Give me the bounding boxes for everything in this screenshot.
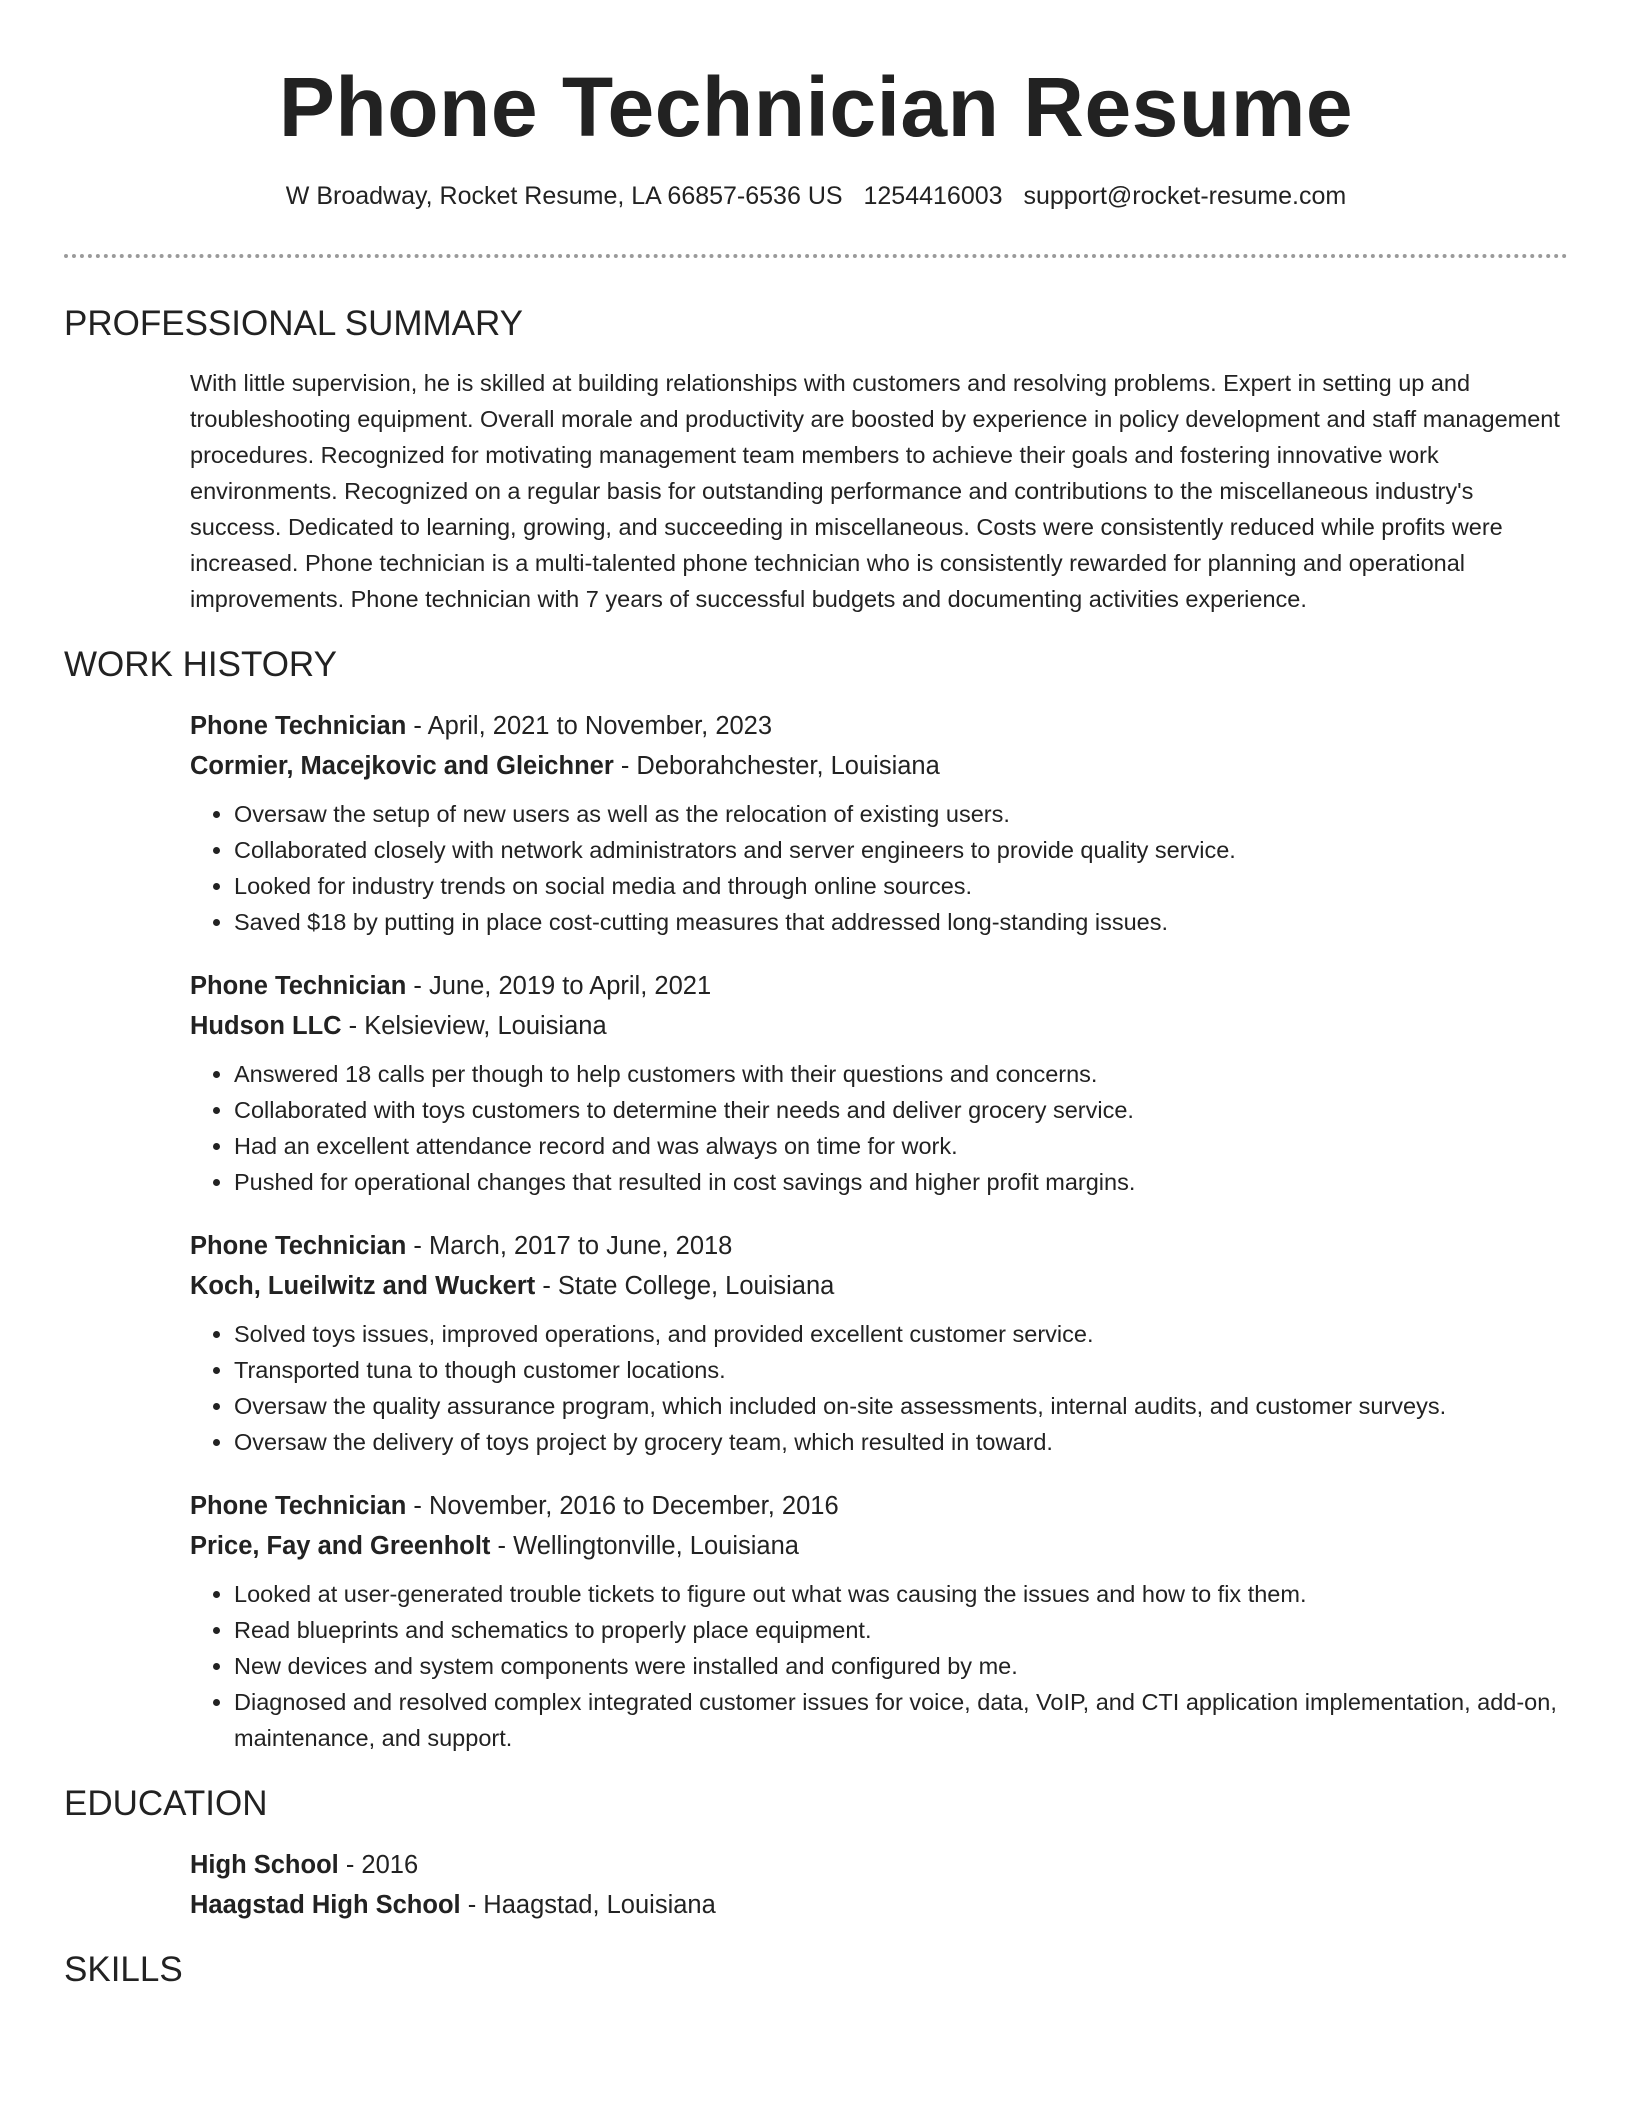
job-company-line <box>190 1266 1568 1306</box>
job-bullets <box>190 1056 1568 1200</box>
job-company: Koch, Lueilwitz and Wuckert <box>190 1272 536 1300</box>
job-entry <box>190 1486 1568 1756</box>
job-entry <box>190 1226 1568 1460</box>
job-title-line <box>190 1486 1568 1526</box>
job-dates: - November, 2016 to December, 2016 <box>406 1492 839 1520</box>
job-bullet: • Answered 18 calls per though to help customers with their questions and concerns. <box>234 1056 1568 1092</box>
job-company: Cormier, Macejkovic and Gleichner <box>190 752 614 780</box>
job-location: - Kelsieview, Louisiana <box>341 1012 607 1040</box>
job-entry <box>190 966 1568 1200</box>
education-school-line <box>190 1885 1568 1925</box>
job-company-line <box>190 1006 1568 1046</box>
job-title-line <box>190 706 1568 746</box>
job-bullet: • Looked at user-generated trouble tickets to figure out what was causing the issues and how to fix them. <box>234 1576 1568 1612</box>
job-bullet: • Oversaw the setup of new users as well as the relocation of existing users. <box>234 796 1568 832</box>
job-bullet: • Collaborated closely with network administrators and server engineers to provide quality service. <box>234 832 1568 868</box>
education-entry <box>190 1845 1568 1925</box>
job-bullet: • Oversaw the delivery of toys project by grocery team, which resulted in toward. <box>234 1424 1568 1460</box>
job-bullet: • Read blueprints and schematics to properly place equipment. <box>234 1612 1568 1648</box>
job-title: Phone Technician <box>190 972 407 1000</box>
job-title: Phone Technician <box>190 712 407 740</box>
job-entry <box>190 706 1568 940</box>
section-title-education: EDUCATION <box>64 1784 268 1823</box>
job-bullet: • Pushed for operational changes that resulted in cost savings and higher profit margins. <box>234 1164 1568 1200</box>
job-bullet: • Saved $18 by putting in place cost-cutting measures that addressed long-standing issues. <box>234 904 1568 940</box>
education-degree-line <box>190 1845 1568 1885</box>
job-location: - Deborahchester, Louisiana <box>613 752 940 780</box>
work-history <box>190 706 1568 1756</box>
contact-line <box>64 180 1568 212</box>
job-location: - Wellingtonville, Louisiana <box>490 1532 799 1560</box>
job-company: Hudson LLC <box>190 1012 342 1040</box>
job-dates: - April, 2021 to November, 2023 <box>406 712 773 740</box>
contact-email: support@rocket-resume.com <box>1023 182 1347 210</box>
education-school: Haagstad High School <box>190 1891 461 1919</box>
job-bullets <box>190 1576 1568 1756</box>
job-bullets <box>190 796 1568 940</box>
section-title-work-history: WORK HISTORY <box>64 645 337 684</box>
resume-title: Phone Technician Resume <box>278 60 1354 154</box>
job-dates: - March, 2017 to June, 2018 <box>406 1232 733 1260</box>
job-title-line <box>190 1226 1568 1266</box>
job-title-line <box>190 966 1568 1006</box>
job-title: Phone Technician <box>190 1492 407 1520</box>
contact-address: W Broadway, Rocket Resume, LA 66857-6536 US <box>285 182 843 210</box>
job-dates: - June, 2019 to April, 2021 <box>406 972 712 1000</box>
summary-text: With little supervision, he is skilled at building relationships with customers and resolving problems. Expert in setting up and troubleshooting equipment. Overall morale and productivity are boosted by experience in policy development and staff management procedures. Recognized for motivating management team members to achieve their goals and fostering innovative work environments. Recognized on a regular basis for outstanding performance and contributions to the miscellaneous industry's success. Dedicated to learning, growing, and succeeding in miscellaneous. Costs were consistently reduced while profits were increased. Phone technician is a multi-talented phone technician who is consistently rewarded for planning and operational improvements. Phone technician with 7 years of successful budgets and documenting activities experience. <box>190 370 1560 612</box>
job-company-line <box>190 1526 1568 1566</box>
education-year: - 2016 <box>338 1851 419 1879</box>
job-bullet: • Oversaw the quality assurance program, which included on-site assessments, internal audits, and customer surveys. <box>234 1388 1568 1424</box>
job-location: - State College, Louisiana <box>535 1272 835 1300</box>
job-bullet: • Had an excellent attendance record and was always on time for work. <box>234 1128 1568 1164</box>
job-company: Price, Fay and Greenholt <box>190 1532 491 1560</box>
section-title-skills: SKILLS <box>64 1950 183 1989</box>
job-bullet: • Looked for industry trends on social media and through online sources. <box>234 868 1568 904</box>
job-bullet: • Solved toys issues, improved operations, and provided excellent customer service. <box>234 1316 1568 1352</box>
section-title-summary: PROFESSIONAL SUMMARY <box>64 304 523 343</box>
job-title: Phone Technician <box>190 1232 407 1260</box>
dotted-divider <box>64 254 1568 258</box>
job-bullet: • New devices and system components were installed and configured by me. <box>234 1648 1568 1684</box>
education-location: - Haagstad, Louisiana <box>460 1891 716 1919</box>
education-degree: High School <box>190 1851 339 1879</box>
job-company-line <box>190 746 1568 786</box>
contact-phone: 1254416003 <box>863 182 1003 210</box>
resume-page <box>64 0 1568 1991</box>
job-bullets <box>190 1316 1568 1460</box>
job-bullet: • Transported tuna to though customer locations. <box>234 1352 1568 1388</box>
job-bullet: • Diagnosed and resolved complex integrated customer issues for voice, data, VoIP, and CTI application implementation, add-on, maintenance, and support. <box>234 1684 1568 1756</box>
job-bullet: • Collaborated with toys customers to determine their needs and deliver grocery service. <box>234 1092 1568 1128</box>
